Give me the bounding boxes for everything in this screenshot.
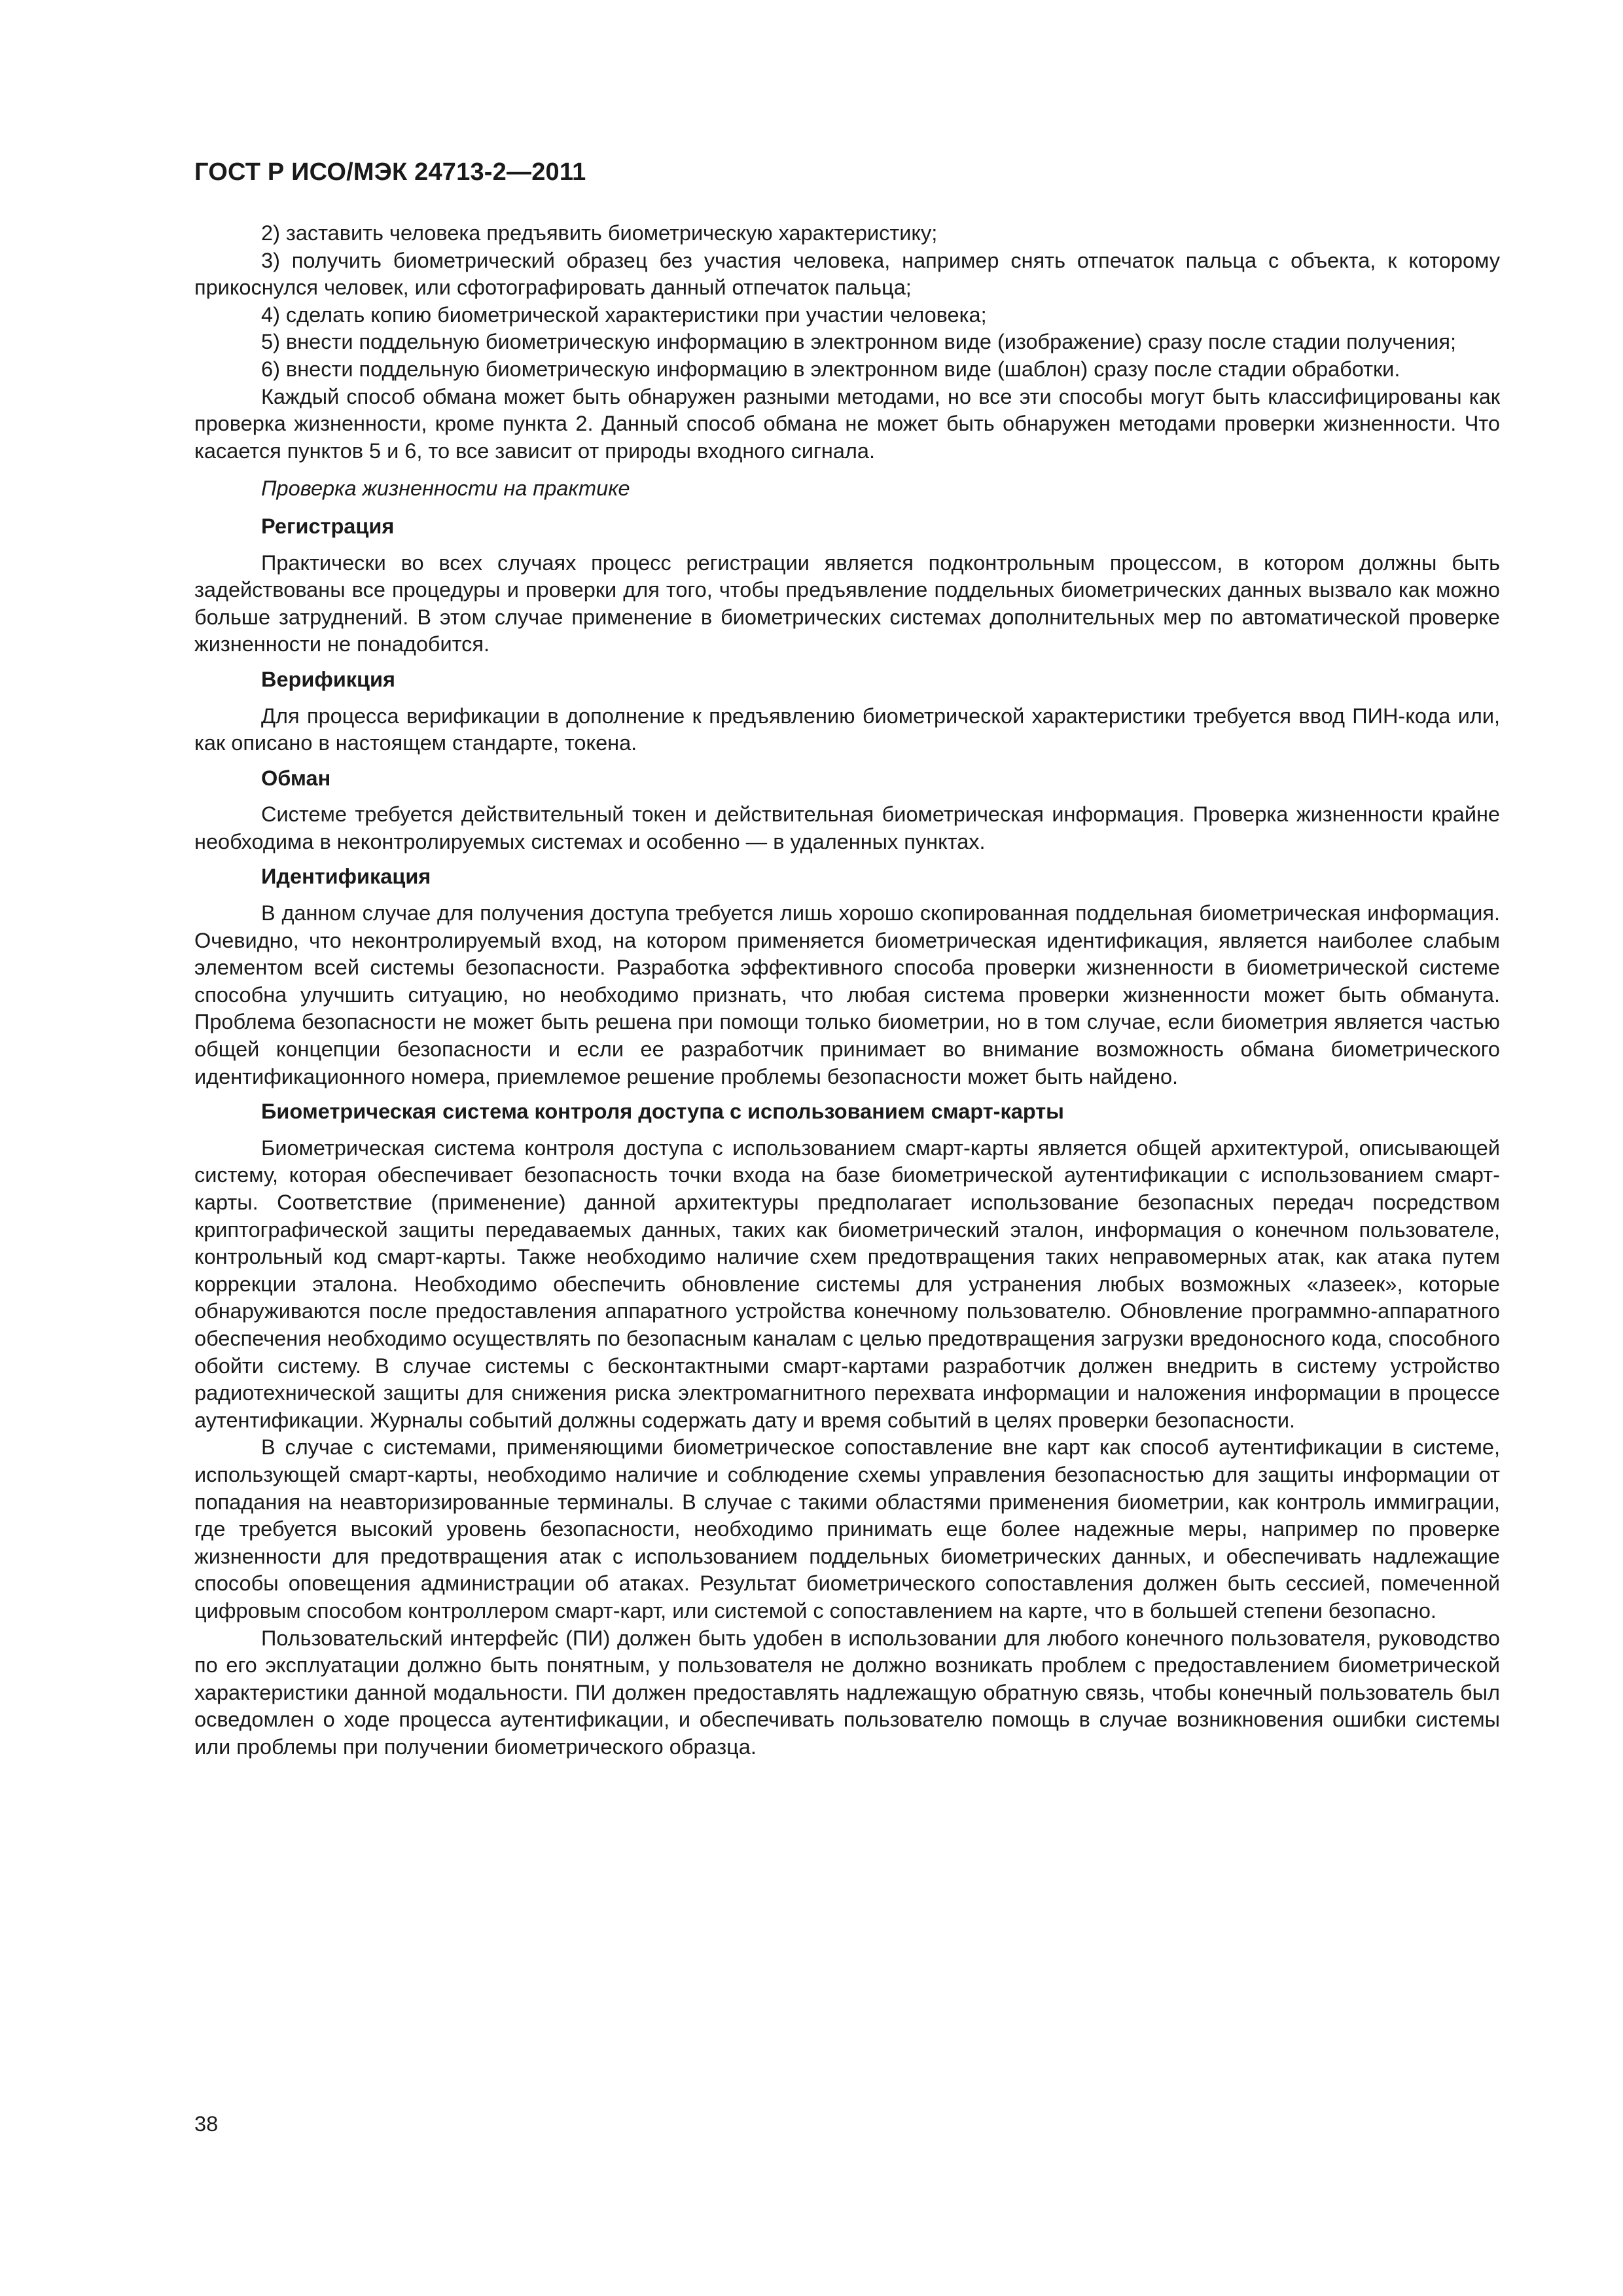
smartcard-paragraph: Пользовательский интерфейс (ПИ) должен быть удобен в использовании для любого конечного пользователя, руководство по его эксплуатации должно быть понятным, у пользователя не должно возникать проблем с предоставлением биометрической характеристики данной модальности. ПИ должен предоставлять надлежащую обратную связь, чтобы конечный пользователь был осведомлен о ходе процесса аутентификации, и обеспечивать пользователю помощь в случае возникновения ошибки системы или проблемы при получении биометрического образца.	[194, 1626, 1500, 1759]
intro-paragraph: Каждый способ обмана может быть обнаружен разными методами, но все эти способы могут быть классифицированы как проверка жизненности, кроме пункта 2. Данный способ обмана не может быть обнаружен методами проверки жизненности. Что касается пунктов 5 и 6, то все зависит от природы входного сигнала.	[194, 384, 1500, 463]
list-item: 3) получить биометрический образец без участия человека, например снять отпечаток пальца с объекта, к которому прикоснулся человек, или сфотографировать данный отпечаток пальца;	[194, 248, 1500, 300]
standard-code-header: ГОСТ Р ИСО/МЭК 24713-2—2011	[194, 158, 586, 186]
list-item: 2) заставить человека предъявить биометрическую характеристику;	[261, 221, 938, 245]
document-page	[194, 157, 1500, 1761]
list-item: 5) внести поддельную биометрическую информацию в электронном виде (изображение) сразу после стадии получения;	[261, 330, 1457, 354]
identification-heading: Идентификация	[261, 865, 431, 889]
list-item: 6) внести поддельную биометрическую информацию в электронном виде (шаблон) сразу после стадии обработки.	[261, 357, 1400, 381]
page-number: 38	[194, 2112, 219, 2136]
practice-heading: Проверка жизненности на практике	[261, 476, 630, 501]
verification-heading: Верификция	[261, 667, 395, 691]
smartcard-paragraph: Биометрическая система контроля доступа с использованием смарт-карты является общей архитектурой, описывающей систему, которая обеспечивает безопасность точки входа на базе биометрической аутентификации с использованием смарт-карты. Соответствие (применение) данной архитектуры предполагает использование безопасных передач посредством криптографической защиты передаваемых данных, таких как биометрический эталон, информация о конечном пользователе, контрольный код смарт-карты. Также необходимо наличие схем предотвращения таких неправомерных атак, как атака путем коррекции эталона. Необходимо обеспечить обновление системы для устранения любых возможных «лазеек», которые обнаруживаются после предоставления аппаратного устройства конечному пользователю. Обновление программно-аппаратного обеспечения необходимо осуществлять по безопасным каналам с целью предотвращения загрузки вредоносного кода, способного обойти систему. В случае системы с бесконтактными смарт-картами разработчик должен внедрить в систему устройство радиотехнической защиты для снижения риска электромагнитного перехвата информации и наложения информации в процессе аутентификации. Журналы событий должны содержать дату и время событий в целях проверки безопасности.	[194, 1136, 1500, 1432]
registration-heading: Регистрация	[261, 514, 395, 538]
identification-paragraph: В данном случае для получения доступа требуется лишь хорошо скопированная поддельная биометрическая информация. Очевидно, что неконтролируемый вход, на котором применяется биометрическая идентификация, является наиболее слабым элементом всей системы безопасности. Разработка эффективного способа проверки жизненности в биометрической системе способна улучшить ситуацию, но необходимо признать, что любая система проверки жизненности может быть обманута. Проблема безопасности не может быть решена при помощи только биометрии, но в том случае, если биометрия является частью общей концепции безопасности и если ее разработчик принимает во внимание возможность обмана биометрического идентификационного номера, приемлемое решение проблемы безопасности может быть найдено.	[194, 901, 1500, 1088]
document-body	[194, 220, 1500, 1761]
deception-paragraph: Системе требуется действительный токен и действительная биометрическая информация. Проверка жизненности крайне необходима в неконтролируемых системах и особенно — в удаленных пунктах.	[194, 802, 1500, 853]
list-item: 4) сделать копию биометрической характеристики при участии человека;	[261, 302, 987, 327]
registration-paragraph: Практически во всех случаях процесс регистрации является подконтрольным процессом, в котором должны быть задействованы все процедуры и проверки для того, чтобы предъявление поддельных биометрических данных вызвало как можно больше затруднений. В этом случае применение в биометрических системах дополнительных мер по автоматической проверке жизненности не понадобится.	[194, 550, 1500, 656]
smartcard-paragraph: В случае с системами, применяющими биометрическое сопоставление вне карт как способ аутентификации в системе, использующей смарт-карты, необходимо наличие и соблюдение схемы управления безопасностью для защиты информации от попадания на неавторизированные терминалы. В случае с такими областями применения биометрии, как контроль иммиграции, где требуется высокий уровень безопасности, необходимо принимать еще более надежные меры, например по проверке жизненности для предотвращения атак с использованием поддельных биометрических данных, и обеспечивать надлежащие способы оповещения администрации об атаках. Результат биометрического сопоставления должен быть сессией, помеченной цифровым способом контроллером смарт-карт, или системой с сопоставлением на карте, что в большей степени безопасно.	[194, 1435, 1500, 1623]
smartcard-heading: Биометрическая система контроля доступа с использованием смарт-карты	[261, 1100, 1064, 1124]
verification-paragraph: Для процесса верификации в дополнение к предъявлению биометрической характеристики требуется ввод ПИН-кода или, как описано в настоящем стандарте, токена.	[194, 704, 1500, 755]
deception-heading: Обман	[261, 766, 331, 790]
